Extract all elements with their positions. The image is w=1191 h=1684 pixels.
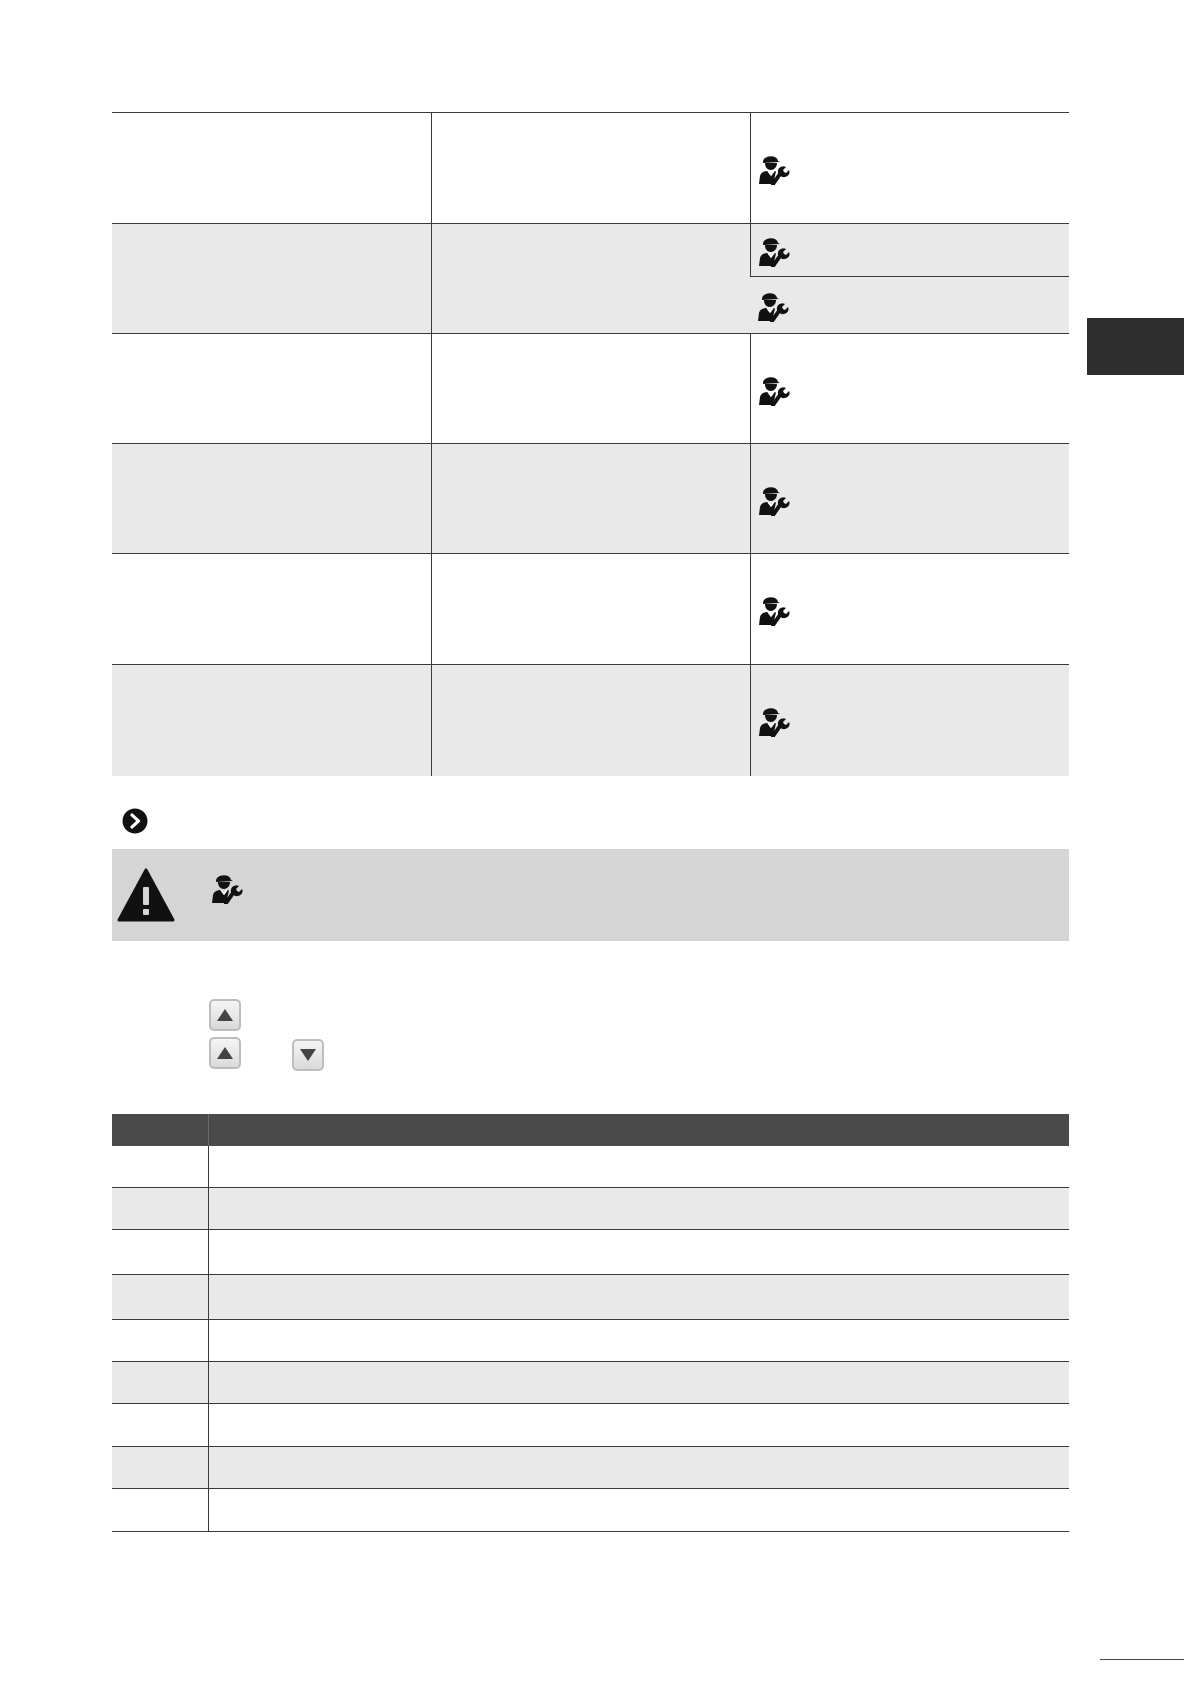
table-cell xyxy=(112,1274,208,1319)
table-cell xyxy=(208,1187,1069,1229)
table-cell xyxy=(750,665,1069,776)
table-row xyxy=(112,334,1069,444)
table-cell xyxy=(208,1319,1069,1361)
table-cell xyxy=(750,444,1069,554)
table-row xyxy=(112,1403,1069,1446)
table-cell xyxy=(750,277,1069,334)
warning-box xyxy=(112,849,1069,941)
technician-icon xyxy=(756,288,790,322)
column-header xyxy=(208,1114,1069,1146)
table-header-row xyxy=(112,1114,1069,1146)
table-cell xyxy=(112,1488,208,1531)
table-cell xyxy=(208,1146,1069,1187)
table-cell xyxy=(431,665,750,776)
technician-icon xyxy=(210,870,244,904)
table-row xyxy=(112,665,1069,776)
warning-triangle-icon xyxy=(117,868,175,922)
technician-icon xyxy=(757,482,791,516)
table-row xyxy=(112,444,1069,554)
arrow-right-circle-icon xyxy=(122,808,148,834)
table-cell xyxy=(431,334,750,444)
table-row xyxy=(112,1187,1069,1229)
table-cell xyxy=(750,224,1069,277)
table-row xyxy=(112,1274,1069,1319)
table-cell xyxy=(208,1446,1069,1488)
table-row xyxy=(112,1446,1069,1488)
table-cell xyxy=(112,1146,208,1187)
table-cell xyxy=(750,113,1069,224)
table-cell xyxy=(112,1361,208,1403)
page-number-rule xyxy=(1100,1659,1184,1660)
column-header xyxy=(112,1114,208,1146)
table-cell xyxy=(112,1319,208,1361)
chapter-tab xyxy=(1087,318,1184,375)
table-cell xyxy=(208,1361,1069,1403)
table-cell xyxy=(431,554,750,665)
table-row xyxy=(112,224,1069,277)
up-arrow-key-icon xyxy=(209,1037,241,1069)
top-table xyxy=(112,112,1069,776)
table-cell xyxy=(112,554,431,665)
table-cell xyxy=(750,334,1069,444)
table-row xyxy=(112,113,1069,224)
table-cell xyxy=(112,1229,208,1274)
table-row xyxy=(112,1361,1069,1403)
technician-icon xyxy=(757,372,791,406)
table-cell xyxy=(112,113,431,224)
technician-icon xyxy=(757,703,791,737)
table-row xyxy=(112,554,1069,665)
table-cell xyxy=(112,224,431,334)
table-cell xyxy=(112,1446,208,1488)
table-row xyxy=(112,1146,1069,1187)
down-arrow-key-icon xyxy=(292,1039,324,1071)
up-arrow-key-icon xyxy=(209,999,241,1031)
table-row xyxy=(112,1319,1069,1361)
technician-icon xyxy=(757,233,791,267)
table-cell xyxy=(208,1488,1069,1531)
table-cell xyxy=(112,444,431,554)
table-cell xyxy=(112,1187,208,1229)
table-cell xyxy=(431,224,750,334)
table-cell xyxy=(208,1403,1069,1446)
table-row xyxy=(112,1229,1069,1274)
table-cell xyxy=(112,1403,208,1446)
table-cell xyxy=(431,444,750,554)
technician-icon xyxy=(757,592,791,626)
table-row xyxy=(112,1488,1069,1531)
table-cell xyxy=(112,334,431,444)
table-cell xyxy=(208,1229,1069,1274)
technician-icon xyxy=(757,151,791,185)
table-cell xyxy=(112,665,431,776)
table-cell xyxy=(208,1274,1069,1319)
bottom-table xyxy=(112,1114,1069,1532)
table-cell xyxy=(750,554,1069,665)
table-cell xyxy=(431,113,750,224)
